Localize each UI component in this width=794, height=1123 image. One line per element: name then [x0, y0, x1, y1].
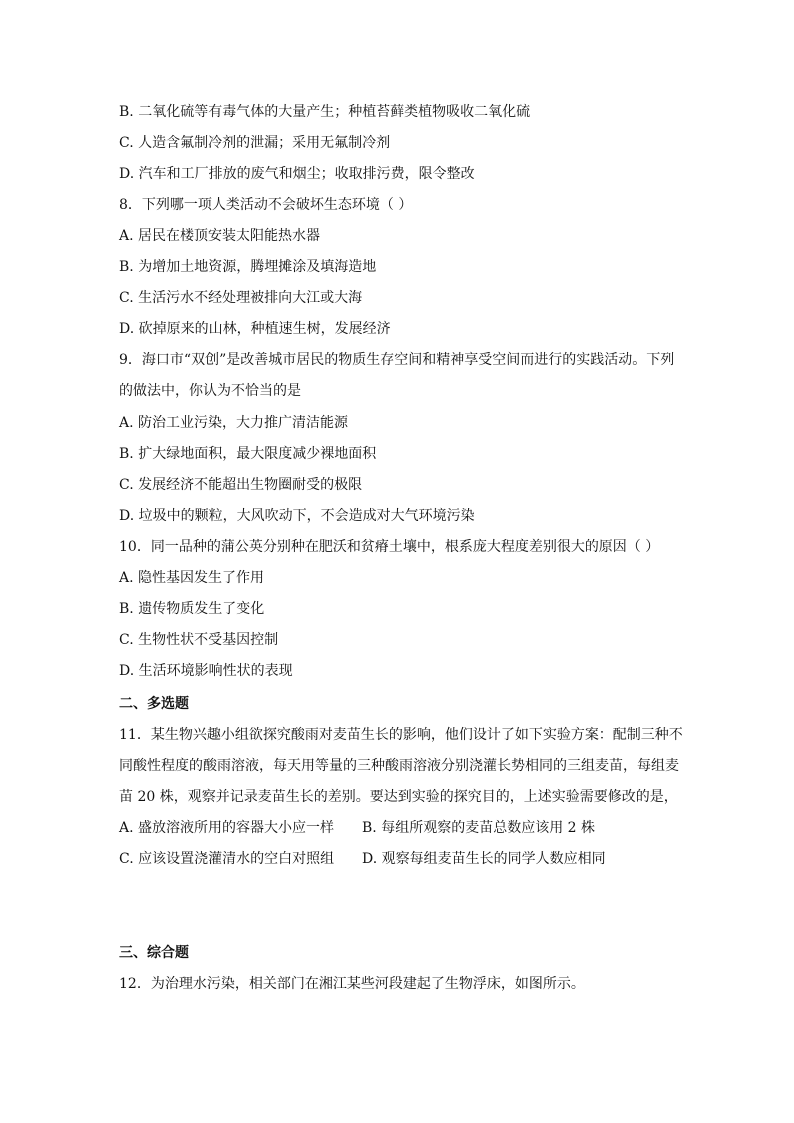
q9-stem-line2: 的做法中，你认为不恰当的是 — [119, 383, 301, 399]
q7-option-b: B. 二氧化硫等有毒气体的大量产生；种植苔藓类植物吸收二氧化硫 — [119, 104, 531, 120]
section-heading-multiple-choice: 二、多选题 — [119, 696, 189, 712]
q8-option-b: B. 为增加土地资源，腾埋摊涂及填海造地 — [119, 259, 377, 275]
q9-option-c: C. 发展经济不能超出生物圈耐受的极限 — [119, 477, 363, 493]
q8-stem: 8．下列哪一项人类活动不会破坏生态环境（ ） — [119, 197, 413, 213]
q10-stem: 10．同一品种的蒲公英分别种在肥沃和贫瘠土壤中，根系庞大程度差别很大的原因（ ） — [119, 539, 660, 555]
q7-option-c: C. 人造含氟制冷剂的泄漏；采用无氟制冷剂 — [119, 135, 391, 151]
q10-option-b: B. 遗传物质发生了变化 — [119, 601, 265, 617]
q11-option-c: C. 应该设置浇灌清水的空白对照组 — [119, 851, 335, 867]
q11-option-d: D. 观察每组麦苗生长的同学人数应相同 — [362, 851, 606, 867]
q10-option-d: D. 生活环境影响性状的表现 — [119, 663, 293, 679]
q10-option-a: A. 隐性基因发生了作用 — [119, 570, 265, 586]
q10-option-c: C. 生物性状不受基因控制 — [119, 632, 279, 648]
q9-option-b: B. 扩大绿地面积，最大限度减少裸地面积 — [119, 446, 377, 462]
q11-stem-line3: 苗 20 株，观察并记录麦苗生长的差别。要达到实验的探究目的，上述实验需要修改的是， — [119, 789, 678, 805]
q8-option-d: D. 砍掉原来的山林，种植速生树，发展经济 — [119, 321, 391, 337]
q9-option-d: D. 垃圾中的颗粒，大风吹动下，不会造成对大气环境污染 — [119, 508, 475, 524]
q8-option-a: A. 居民在楼顶安装太阳能热水器 — [119, 228, 321, 244]
q11-option-b: B. 每组所观察的麦苗总数应该用 2 株 — [362, 820, 595, 836]
q11-option-a: A. 盛放溶液所用的容器大小应一样 — [119, 820, 335, 836]
q9-stem-line1: 9．海口市“双创”是改善城市居民的物质生存空间和精神享受空间而进行的实践活动。下列 — [119, 352, 675, 368]
q7-option-d: D. 汽车和工厂排放的废气和烟尘；收取排污费，限令整改 — [119, 166, 475, 182]
section-heading-comprehensive: 三、综合题 — [119, 945, 189, 961]
q11-stem-line1: 11．某生物兴趣小组欲探究酸雨对麦苗生长的影响，他们设计了如下实验方案：配制三种不 — [119, 727, 683, 743]
q9-option-a: A. 防治工业污染，大力推广清洁能源 — [119, 415, 349, 431]
q11-stem-line2: 同酸性程度的酸雨溶液，每天用等量的三种酸雨溶液分别浇灌长势相同的三组麦苗，每组麦 — [119, 758, 679, 774]
q12-stem: 12．为治理水污染，相关部门在湘江某些河段建起了生物浮床，如图所示。 — [119, 976, 585, 992]
q8-option-c: C. 生活污水不经处理被排向大江或大海 — [119, 290, 363, 306]
